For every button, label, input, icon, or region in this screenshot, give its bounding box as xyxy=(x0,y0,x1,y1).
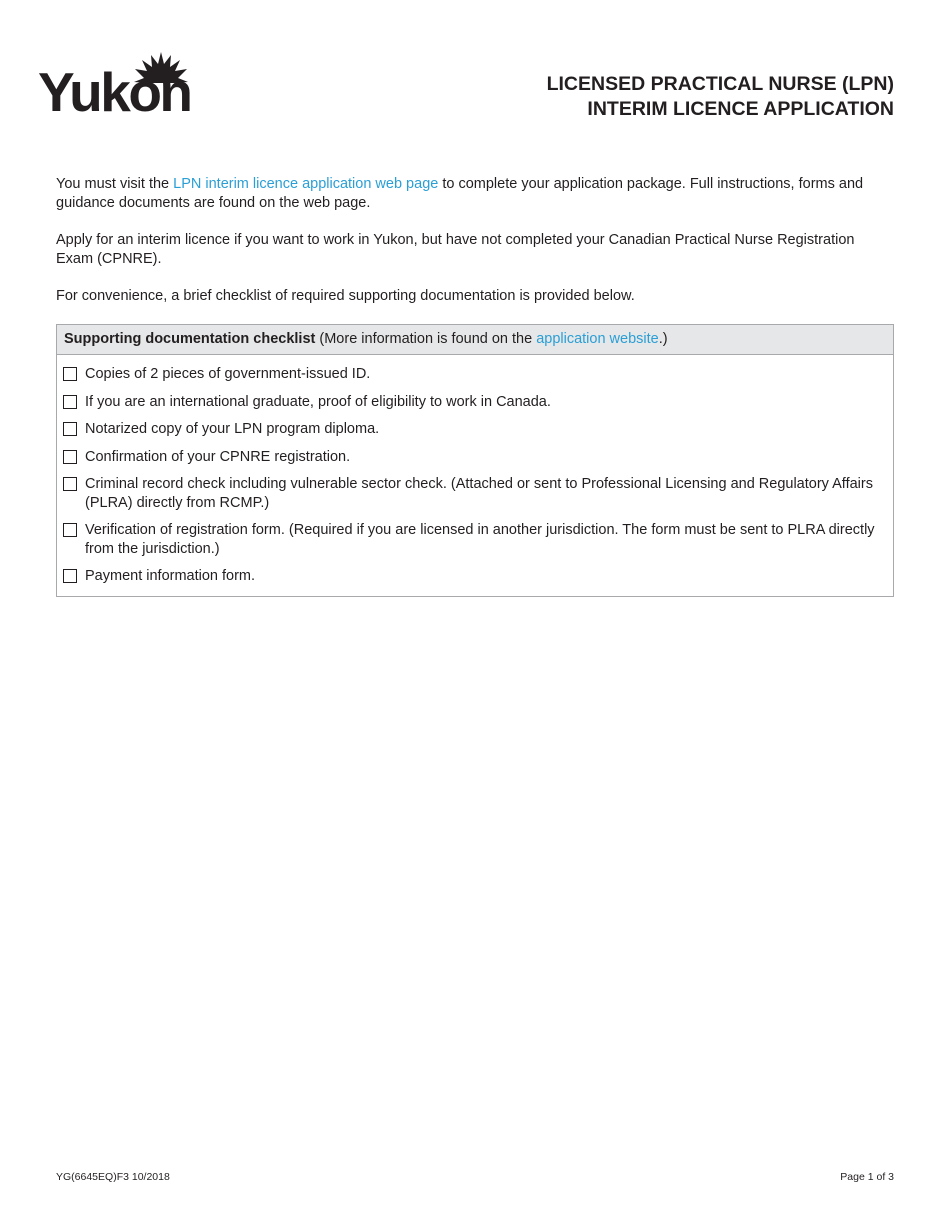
checklist-item-label: Payment information form. xyxy=(85,568,256,584)
checkbox[interactable] xyxy=(63,422,77,436)
checklist-item-label: If you are an international graduate, proof of eligibility to work in Canada. xyxy=(85,393,551,410)
checklist-item xyxy=(63,475,887,512)
main-content xyxy=(56,175,894,597)
intro-paragraph-3: For convenience, a brief checklist of required supporting documentation is provided below. xyxy=(56,288,635,304)
intro-paragraph-1 xyxy=(56,175,894,213)
checklist-header-text: (More information is found on the xyxy=(315,331,537,347)
checklist-item-label: Notarized copy of your LPN program diploma. xyxy=(85,421,380,437)
checklist-header xyxy=(57,325,893,355)
intro-text-after-link: to complete your application package. Full instructions, forms and guidance documents are found on the web page. xyxy=(56,176,864,211)
page-number: Page 1 of 3 xyxy=(840,1171,894,1183)
checkbox[interactable] xyxy=(63,569,77,583)
title-line-1: LICENSED PRACTICAL NURSE (LPN) xyxy=(546,73,894,95)
checkbox[interactable] xyxy=(63,477,77,491)
checklist-items xyxy=(57,355,893,596)
intro-text-before-link: You must visit the xyxy=(56,176,174,192)
checkbox[interactable] xyxy=(63,395,77,409)
checklist-title: Supporting documentation checklist xyxy=(64,331,316,347)
checklist-item xyxy=(63,365,887,384)
checkbox[interactable] xyxy=(63,450,77,464)
checklist-item-label: Verification of registration form. (Required if you are licensed in another jurisdiction. The form must be sent to PLRA directly from the jurisdiction.) xyxy=(85,522,875,557)
checklist-item-label: Criminal record check including vulnerable sector check. (Attached or sent to Professional Licensing and Regulatory Affairs (PLRA) directly from RCMP.) xyxy=(85,476,873,511)
title-line-2: INTERIM LICENCE APPLICATION xyxy=(587,98,894,120)
checklist-item xyxy=(63,567,887,586)
checklist-item xyxy=(63,393,887,412)
checklist-item-label: Confirmation of your CPNRE registration. xyxy=(85,448,351,465)
checklist-item-label: Copies of 2 pieces of government-issued ID. xyxy=(85,366,371,382)
checklist-item xyxy=(63,448,887,467)
lpn-application-web-page-link[interactable]: LPN interim licence application web page xyxy=(173,176,439,192)
application-website-link[interactable]: application website xyxy=(536,331,659,347)
page-title xyxy=(547,72,894,122)
checkbox[interactable] xyxy=(63,367,77,381)
yukon-logo xyxy=(38,52,210,124)
supporting-documentation-checklist xyxy=(56,324,894,597)
intro-paragraph-2: Apply for an interim licence if you want to work in Yukon, but have not completed your Canadian Practical Nurse Registration Exam (CPNRE). xyxy=(56,232,855,267)
form-code: YG(6645EQ)F3 10/2018 xyxy=(56,1171,170,1183)
checkbox[interactable] xyxy=(63,523,77,537)
checklist-item xyxy=(63,521,887,558)
checklist-header-end: .) xyxy=(658,331,668,347)
checklist-item xyxy=(63,420,887,439)
logo-wordmark: Yukon xyxy=(38,61,191,123)
